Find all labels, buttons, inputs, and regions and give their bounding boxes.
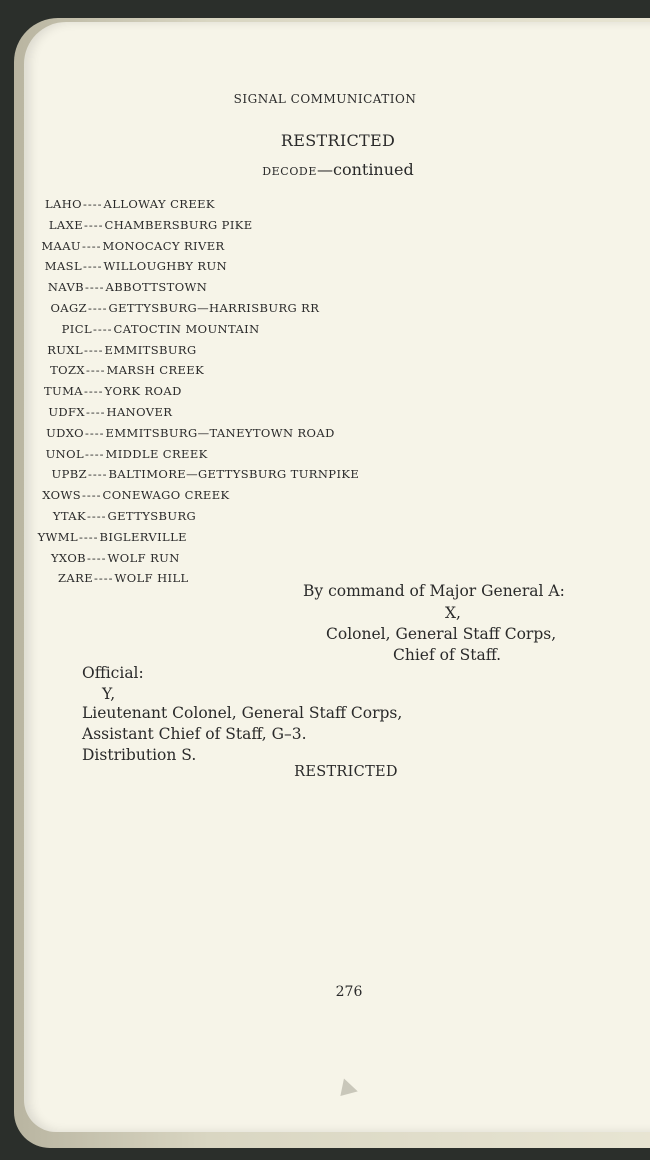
code-word: OAGZ (50, 301, 87, 315)
code-separator: ---- (86, 363, 106, 378)
decode-row (2, 423, 335, 444)
code-word: XOWS (42, 488, 81, 503)
code-separator: ---- (94, 571, 114, 586)
code-word: UPBZ (51, 467, 87, 482)
code-separator: ---- (84, 384, 104, 399)
official-title: Lieutenant Colonel, General Staff Corps, (82, 704, 403, 722)
place-name: CHAMBERSBURG PIKE (104, 217, 253, 232)
place-name: ALLOWAY CREEK (103, 197, 215, 211)
code-separator: ---- (84, 217, 104, 232)
decode-row (0, 527, 187, 548)
decode-row (0, 485, 230, 506)
place-name: BIGLERVILLE (99, 529, 187, 544)
place-name: MIDDLE CREEK (105, 446, 208, 461)
code-word: YXOB (50, 550, 86, 565)
code-word: LAXE (48, 217, 83, 232)
code-separator: ---- (93, 321, 113, 336)
page-number: 276 (335, 984, 363, 1000)
code-word: MASL (44, 259, 82, 274)
place-name: GETTYSBURG (107, 509, 197, 523)
official-name: Y, (102, 685, 116, 703)
place-name: MONOCACY RIVER (102, 238, 225, 253)
decode-row (5, 464, 359, 485)
place-name: CATOCTIN MOUNTAIN (113, 321, 260, 336)
place-name: WILLOUGHBY RUN (103, 259, 228, 274)
decode-row (4, 548, 180, 569)
decode-row (1, 381, 182, 402)
decode-row (10, 319, 260, 340)
decode-row (3, 402, 172, 423)
code-separator: ---- (87, 550, 107, 565)
code-separator: ---- (82, 488, 102, 503)
code-separator: ---- (79, 529, 99, 544)
code-separator: ---- (85, 446, 105, 461)
commander-title: Colonel, General Staff Corps, (326, 625, 557, 643)
code-word: MAAU (41, 238, 81, 253)
code-word: NAVB (47, 280, 84, 295)
decode-row (2, 277, 207, 298)
code-separator: ---- (88, 467, 108, 482)
restricted-footer: RESTRICTED (294, 764, 398, 780)
code-separator: ---- (86, 405, 106, 419)
decode-list (0, 194, 650, 586)
decode-row (0, 256, 227, 277)
place-name: CONEWAGO CREEK (102, 488, 230, 503)
place-name: EMMITSBURG (104, 342, 197, 357)
decode-label: DECODE (262, 165, 317, 178)
decode-row (11, 568, 189, 589)
code-separator: ---- (88, 301, 108, 315)
code-word: UNOL (45, 446, 84, 461)
place-name: GETTYSBURG—HARRISBURG RR (108, 301, 320, 315)
code-separator: ---- (84, 342, 104, 357)
place-name: EMMITSBURG—TANEYTOWN ROAD (105, 425, 335, 440)
commander-role: Chief of Staff. (393, 646, 502, 664)
code-word: TUMA (43, 384, 83, 399)
place-name: ABBOTTSTOWN (105, 280, 208, 295)
place-name: HANOVER (106, 405, 173, 419)
decode-row (0, 236, 225, 257)
official-label: Official: (82, 664, 144, 682)
place-name: MARSH CREEK (106, 363, 205, 378)
place-name: WOLF RUN (107, 550, 180, 565)
official-subtitle: Assistant Chief of Staff, G–3. (82, 725, 307, 743)
distribution-line: Distribution S. (82, 746, 197, 764)
code-separator: ---- (83, 259, 103, 274)
running-head: SIGNAL COMMUNICATION (233, 92, 417, 106)
command-line: By command of Major General A: (303, 582, 565, 600)
code-word: TOZX (50, 363, 85, 378)
place-name: WOLF HILL (114, 571, 189, 586)
code-word: YTAK (52, 509, 86, 523)
code-separator: ---- (85, 280, 105, 295)
decode-row (4, 506, 196, 527)
place-name: YORK ROAD (104, 384, 182, 399)
commander-name: X, (445, 604, 461, 622)
decode-row (1, 215, 253, 236)
code-word: RUXL (47, 342, 83, 357)
code-separator: ---- (85, 425, 105, 440)
code-word: UDFX (48, 405, 85, 419)
code-word: UDXO (46, 425, 84, 440)
decode-row (0, 194, 215, 215)
place-name: BALTIMORE—GETTYSBURG TURNPIKE (108, 467, 360, 482)
code-separator: ---- (82, 238, 102, 253)
decode-row (3, 360, 204, 381)
decode-row (1, 340, 197, 361)
code-word: YWML (37, 529, 78, 544)
restricted-header: RESTRICTED (280, 131, 396, 150)
decode-continued: —continued (316, 160, 414, 179)
code-word: ZARE (58, 571, 93, 586)
section-heading (0, 160, 650, 179)
decode-row (2, 444, 208, 465)
code-separator: ---- (83, 197, 103, 211)
decode-row (5, 298, 319, 319)
code-word: LAHO (45, 197, 82, 211)
code-word: PICL (61, 321, 92, 336)
code-separator: ---- (87, 509, 107, 523)
